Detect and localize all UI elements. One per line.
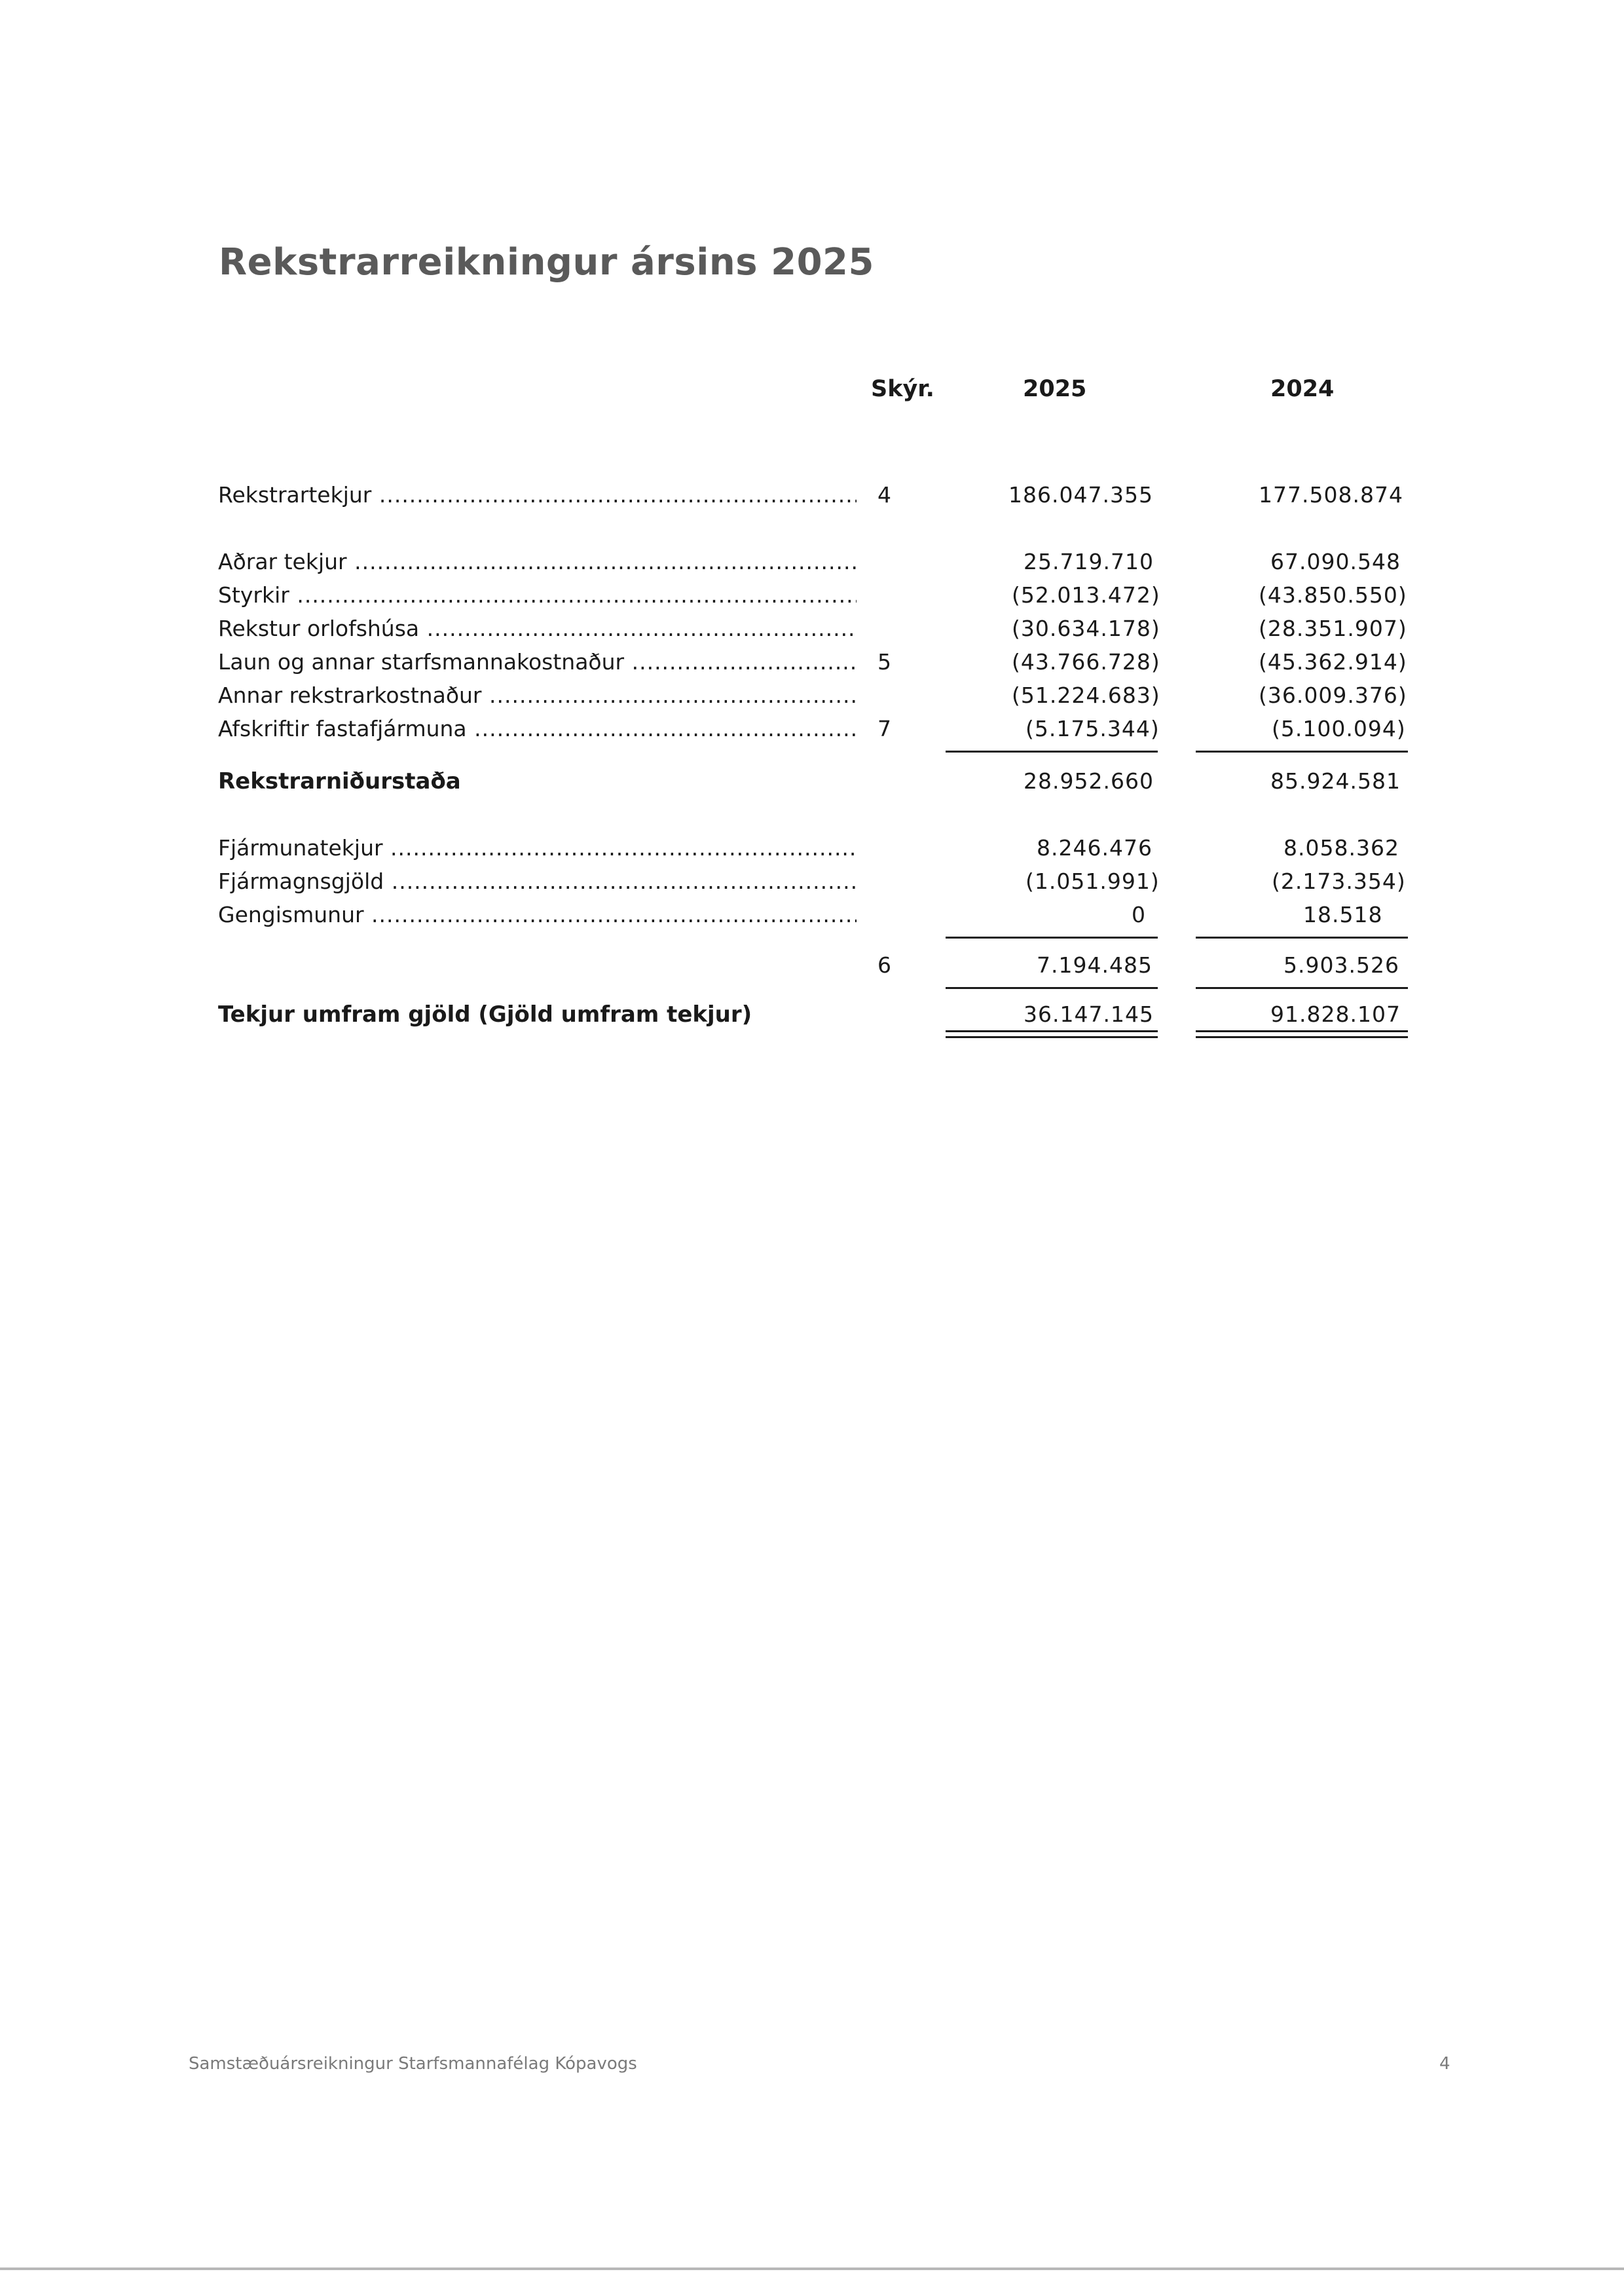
table-row <box>0 546 1624 578</box>
table-row <box>0 899 1624 931</box>
row-value-2024: 18.518 <box>1303 902 1383 927</box>
row-value-2025: 186.047.355 <box>1008 482 1153 508</box>
table-row <box>0 832 1624 864</box>
row-value-2025: (52.013.472) <box>1012 582 1160 608</box>
row-label: Aðrar tekjur ..... <box>218 546 857 578</box>
row-value-2025: (30.634.178) <box>1012 616 1160 641</box>
total-rule-2025 <box>946 987 1158 989</box>
row-value-2024: 5.903.526 <box>1283 952 1399 978</box>
table-row-revenue <box>0 479 1624 511</box>
row-note: 7 <box>877 716 891 741</box>
table-row <box>0 613 1624 644</box>
table-row <box>0 680 1624 711</box>
row-value-2024: (45.362.914) <box>1259 649 1407 675</box>
row-value-2024: (43.850.550) <box>1259 582 1407 608</box>
row-label: Rekstrartekjur ..... <box>218 479 857 511</box>
footer-document-name: Samstæðuársreikningur Starfsmannafélag Kópavogs <box>189 2054 637 2074</box>
row-value-2024: (28.351.907) <box>1259 616 1407 641</box>
row-value-2024: 85.924.581 <box>1270 768 1401 794</box>
double-underline-top-2024 <box>1196 1030 1408 1032</box>
table-row-net-result <box>0 999 1624 1030</box>
row-value-2025: 28.952.660 <box>1024 768 1154 794</box>
row-label: Laun og annar starfsmannakostnaður ..... <box>218 646 857 678</box>
row-label: Fjármunatekjur ..... <box>218 832 857 864</box>
row-label: Fjármagnsgjöld ..... <box>218 866 857 897</box>
statement-title: Rekstrarreikningur ársins 2025 <box>219 241 874 284</box>
table-row-operating-result <box>0 766 1624 797</box>
row-value-2025: (5.175.344) <box>1025 716 1160 741</box>
header-year-current: 2025 <box>1023 376 1087 402</box>
table-row <box>0 580 1624 611</box>
row-value-2024: (2.173.354) <box>1272 868 1406 894</box>
subtotal-rule-2024 <box>1196 751 1408 753</box>
row-value-2024: (5.100.094) <box>1272 716 1406 741</box>
table-row <box>0 866 1624 897</box>
total-rule-2024 <box>1196 987 1408 989</box>
row-note: 5 <box>877 649 891 675</box>
header-note-column: Skýr. <box>871 376 934 402</box>
row-value-2025: (43.766.728) <box>1012 649 1160 675</box>
row-label: Styrkir ..... <box>218 580 857 611</box>
subtotal-rule-2025 <box>946 751 1158 753</box>
table-row <box>0 713 1624 745</box>
page-bottom-edge <box>0 2267 1624 2270</box>
row-label: Tekjur umfram gjöld (Gjöld umfram tekjur) <box>218 1001 752 1028</box>
row-value-2025: 7.194.485 <box>1037 952 1153 978</box>
double-underline-bottom-2024 <box>1196 1036 1408 1038</box>
footer-page-number: 4 <box>1439 2054 1450 2074</box>
row-note: 6 <box>877 952 891 978</box>
row-value-2024: 8.058.362 <box>1283 835 1399 861</box>
row-label: Annar rekstrarkostnaður ..... <box>218 680 857 711</box>
double-underline-bottom-2025 <box>946 1036 1158 1038</box>
row-value-2024: 67.090.548 <box>1270 549 1401 574</box>
row-value-2025: (51.224.683) <box>1012 682 1160 708</box>
subtotal-rule-2024 <box>1196 937 1408 939</box>
row-value-2025: 8.246.476 <box>1037 835 1153 861</box>
row-value-2025: (1.051.991) <box>1025 868 1160 894</box>
row-value-2025: 36.147.145 <box>1024 1001 1154 1027</box>
table-row-financial-subtotal <box>0 950 1624 981</box>
row-note: 4 <box>877 482 891 508</box>
row-label: Rekstrarniðurstaða <box>218 768 461 794</box>
row-value-2024: 91.828.107 <box>1270 1001 1401 1027</box>
row-label: Rekstur orlofshúsa ..... <box>218 613 857 644</box>
table-row <box>0 646 1624 678</box>
double-underline-top-2025 <box>946 1030 1158 1032</box>
row-value-2024: 177.508.874 <box>1259 482 1403 508</box>
row-label: Afskriftir fastafjármuna ..... <box>218 713 857 745</box>
row-value-2025: 0 <box>1132 902 1146 927</box>
row-value-2024: (36.009.376) <box>1259 682 1407 708</box>
subtotal-rule-2025 <box>946 937 1158 939</box>
header-year-prior: 2024 <box>1270 376 1335 402</box>
row-label: Gengismunur ..... <box>218 899 857 931</box>
row-value-2025: 25.719.710 <box>1024 549 1154 574</box>
